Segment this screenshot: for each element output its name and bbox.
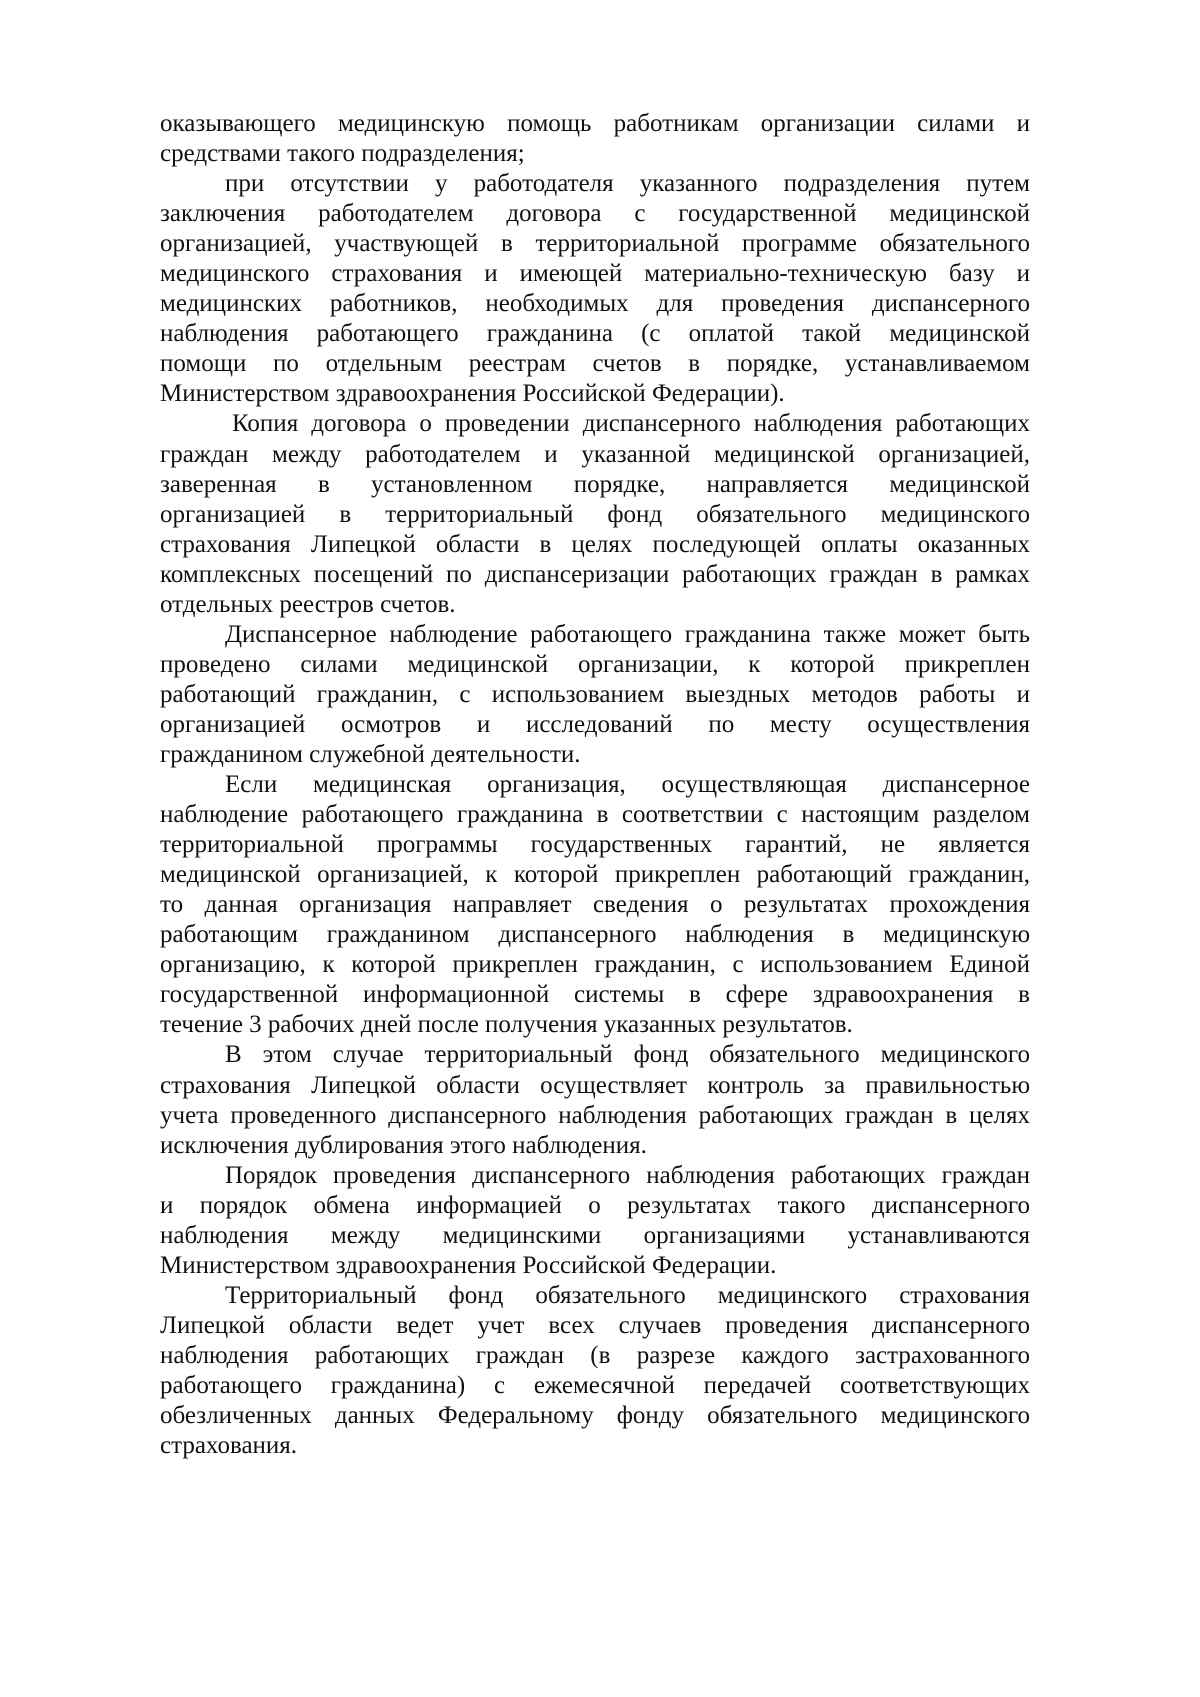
text-line: организацию, к которой прикреплен гражданин, с использованием Единой <box>160 951 1030 979</box>
text-line: Диспансерное наблюдение работающего гражданина также может быть <box>225 620 1030 648</box>
text-line: страхования. <box>160 1432 298 1460</box>
text-line: заверенная в установленном порядке, направляется медицинской <box>160 470 1030 498</box>
document-page <box>160 109 1030 1461</box>
text-line: то данная организация направляет сведения о результатах прохождения <box>160 891 1030 919</box>
text-line: организацией осмотров и исследований по месту осуществления <box>160 710 1030 738</box>
text-line: государственной информационной системы в сфере здравоохранения в <box>160 981 1030 1009</box>
paragraph <box>160 409 1030 619</box>
text-line: помощи по отдельным реестрам счетов в порядке, устанавливаемом <box>160 350 1030 378</box>
text-line: Министерством здравоохранения Российской Федерации). <box>160 380 785 408</box>
paragraph <box>160 770 1030 1040</box>
text-line: учета проведенного диспансерного наблюдения работающих граждан в целях <box>160 1101 1030 1129</box>
text-line: граждан между работодателем и указанной медицинской организацией, <box>160 440 1030 468</box>
paragraph <box>160 1040 1030 1160</box>
text-line: комплексных посещений по диспансеризации работающих граждан в рамках <box>160 560 1030 588</box>
text-line: отдельных реестров счетов. <box>160 590 456 618</box>
text-line: заключения работодателем договора с государственной медицинской <box>160 200 1030 228</box>
text-line: Если медицинская организация, осуществляющая диспансерное <box>225 771 1030 799</box>
text-line: организацией, участвующей в территориальной программе обязательного <box>160 230 1030 258</box>
text-line: организацией в территориальный фонд обязательного медицинского <box>160 500 1030 528</box>
paragraph <box>160 1281 1030 1461</box>
text-line: оказывающего медицинскую помощь работникам организации силами и <box>160 110 1030 137</box>
text-line: наблюдения работающего гражданина (с оплатой такой медицинской <box>160 320 1030 348</box>
paragraph <box>160 620 1030 770</box>
text-line: работающего гражданина) с ежемесячной передачей соответствующих <box>160 1371 1030 1399</box>
text-line: работающим гражданином диспансерного наблюдения в медицинскую <box>160 921 1030 949</box>
text-line: наблюдение работающего гражданина в соответствии с настоящим разделом <box>160 801 1030 829</box>
text-line: при отсутствии у работодателя указанного подразделения путем <box>225 170 1030 198</box>
text-line: медицинского страхования и имеющей материально-техническую базу и <box>160 260 1030 288</box>
text-line: Министерством здравоохранения Российской Федерации. <box>160 1251 777 1279</box>
paragraph <box>160 169 1030 409</box>
text-line: исключения дублирования этого наблюдения. <box>160 1131 647 1159</box>
text-line: течение 3 рабочих дней после получения указанных результатов. <box>160 1011 853 1039</box>
text-line: наблюдения между медицинскими организациями устанавливаются <box>160 1221 1030 1249</box>
text-line: работающий гражданин, с использованием выездных методов работы и <box>160 680 1030 708</box>
text-line: Липецкой области ведет учет всех случаев проведения диспансерного <box>160 1311 1030 1339</box>
text-line: наблюдения работающих граждан (в разрезе каждого застрахованного <box>160 1341 1030 1369</box>
text-line: Порядок проведения диспансерного наблюдения работающих граждан <box>225 1161 1030 1189</box>
text-line: территориальной программы государственных гарантий, не является <box>160 831 1030 859</box>
text-line: и порядок обмена информацией о результатах такого диспансерного <box>160 1191 1030 1219</box>
text-line: проведено силами медицинской организации, к которой прикреплен <box>160 650 1030 678</box>
text-line: гражданином служебной деятельности. <box>160 740 581 768</box>
text-line: медицинской организацией, к которой прикреплен работающий гражданин, <box>160 861 1030 889</box>
text-line: Территориальный фонд обязательного медицинского страхования <box>225 1281 1030 1309</box>
text-line: медицинских работников, необходимых для проведения диспансерного <box>160 290 1030 318</box>
paragraph <box>160 1161 1030 1281</box>
text-line: Копия договора о проведении диспансерного наблюдения работающих <box>232 410 1030 438</box>
text-line: страхования Липецкой области осуществляет контроль за правильностью <box>160 1071 1030 1099</box>
text-line: средствами такого подразделения; <box>160 140 525 168</box>
text-line: В этом случае территориальный фонд обязательного медицинского <box>225 1041 1030 1069</box>
paragraph <box>160 109 1030 169</box>
text-line: страхования Липецкой области в целях последующей оплаты оказанных <box>160 530 1030 558</box>
text-line: обезличенных данных Федеральному фонду обязательного медицинского <box>160 1402 1030 1430</box>
